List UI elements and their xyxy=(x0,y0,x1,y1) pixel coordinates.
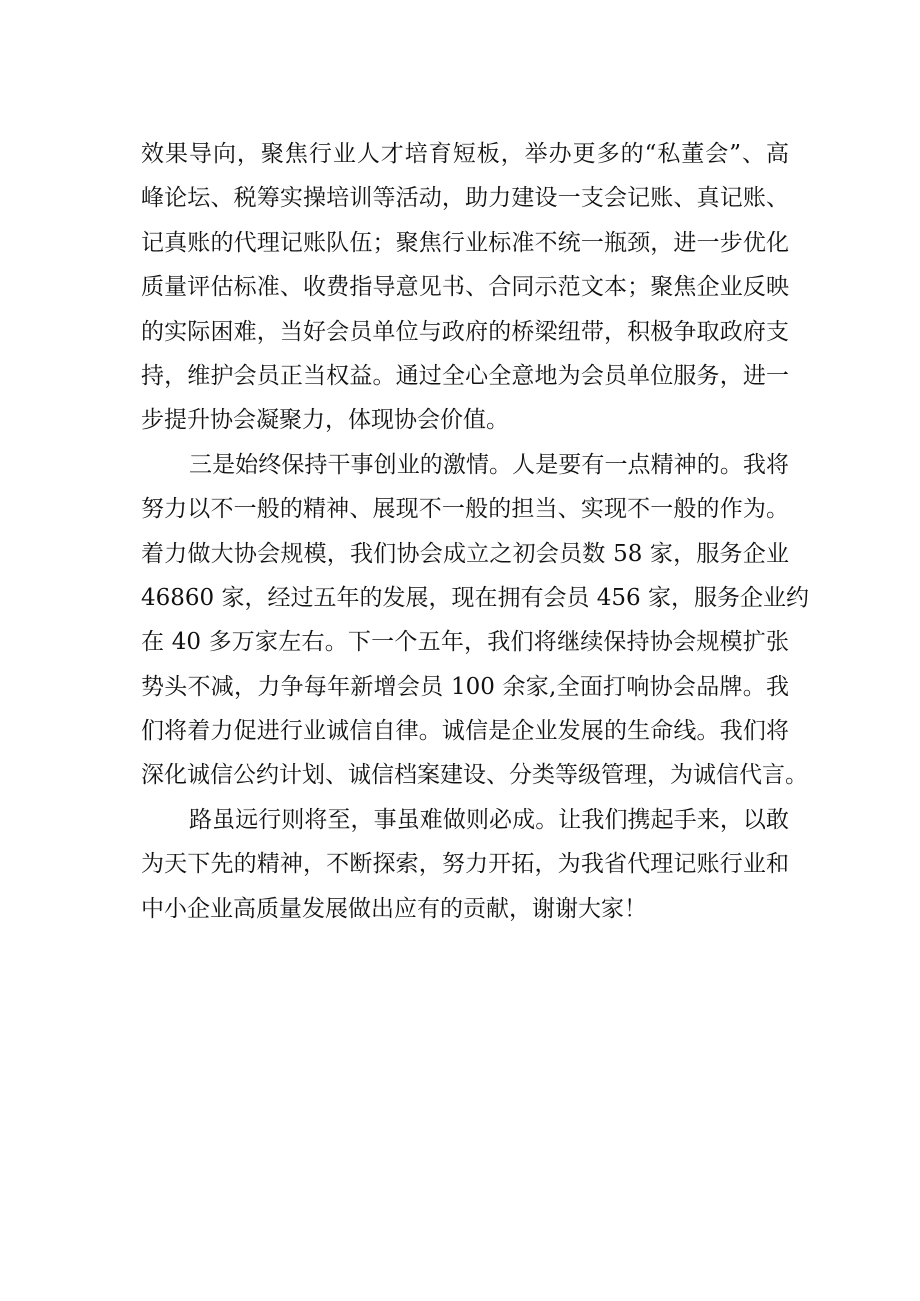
text-line: 步提升协会凝聚力，体现协会价值。 xyxy=(141,407,509,434)
text-line: 中小企业高质量发展做出应有的贡献，谢谢大家！ xyxy=(141,895,647,922)
text-line: 在 40 多万家左右。下一个五年，我们将继续保持协会规模扩张 xyxy=(141,629,789,656)
text-line: 46860 家，经过五年的发展，现在拥有会员 456 家，服务企业约 xyxy=(141,584,809,611)
text-line: 持，维护会员正当权益。通过全心全意地为会员单位服务，进一 xyxy=(141,362,789,389)
text-line: 质量评估标准、收费指导意见书、合同示范文本；聚焦企业反映 xyxy=(141,274,789,301)
text-line: 为天下先的精神，不断探索，努力开拓，为我省代理记账行业和 xyxy=(141,851,789,878)
text-line: 努力以不一般的精神、展现不一般的担当、实现不一般的作为。 xyxy=(141,496,789,523)
text-line: 峰论坛、税筹实操培训等活动，助力建设一支会记账、真记账、 xyxy=(141,185,789,212)
text-line: 深化诚信公约计划、诚信档案建设、分类等级管理，为诚信代言。 xyxy=(141,762,808,789)
paragraph-first-line: 路虽远行则将至，事虽难做则必成。让我们携起手来，以敢 xyxy=(189,806,789,833)
text-line: 的实际困难，当好会员单位与政府的桥梁纽带，积极争取政府支 xyxy=(141,318,789,345)
body-text xyxy=(141,132,809,931)
text-line: 们将着力促进行业诚信自律。诚信是企业发展的生命线。我们将 xyxy=(141,718,789,745)
paragraph-first-line: 三是始终保持干事创业的激情。人是要有一点精神的。我将 xyxy=(189,451,789,478)
text-line: 势头不减，力争每年新增会员 100 余家,全面打响协会品牌。我 xyxy=(141,673,789,700)
text-line: 着力做大协会规模，我们协会成立之初会员数 58 家，服务企业 xyxy=(141,540,789,567)
text-line: 效果导向，聚焦行业人才培育短板，举办更多的“私董会”、高 xyxy=(141,141,789,167)
text-line: 记真账的代理记账队伍；聚焦行业标准不统一瓶颈，进一步优化 xyxy=(141,229,789,256)
